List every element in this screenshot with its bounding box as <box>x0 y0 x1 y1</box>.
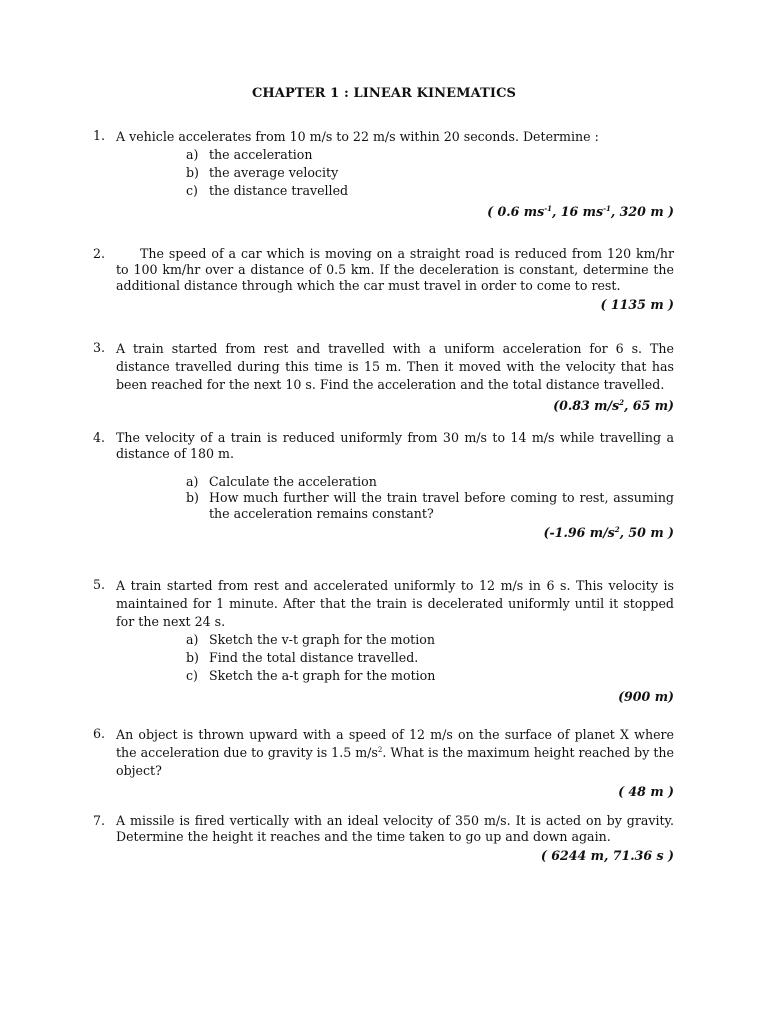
sub-question-text: the distance travelled <box>209 183 349 198</box>
sub-question-text: Sketch the a-t graph for the motion <box>209 668 436 683</box>
sub-question-text: Calculate the acceleration <box>209 474 377 489</box>
question-text: An object is thrown upward with a speed of 12 m/s on the surface of planet X where the acceleration due to gravity is 1.5 $m/s^2$. What is the maximum height reached by the object? <box>116 727 674 778</box>
sub-question <box>186 146 674 164</box>
question-number: 1. <box>93 128 106 143</box>
answer: (-1.96 $m/s^2$, 50 m ) <box>543 524 674 540</box>
answer: (0.83 $m/s^2$, 65 m) <box>553 397 674 413</box>
sub-question-label: c) <box>186 668 198 683</box>
question-text: A train started from rest and travelled with a uniform acceleration for 6 s. The distance travelled during this time is 15 m. Then it moved with the velocity that has been reached for the next 10 s. Find the acceleration and the total distance travelled. <box>116 341 674 392</box>
question-6 <box>93 726 674 801</box>
chapter-title: CHAPTER 1 : LINEAR KINEMATICS <box>251 86 517 101</box>
question-body <box>116 340 674 415</box>
sub-question-label: a) <box>186 147 199 162</box>
sub-question <box>186 667 674 685</box>
sub-question-text: How much further will the train travel before coming to rest, assuming the acceleration remains constant? <box>209 490 674 521</box>
sub-question-label: a) <box>186 632 199 647</box>
question-text: A missile is fired vertically with an ideal velocity of 350 m/s. It is acted on by gravity. Determine the height it reaches and the time taken to go up and down again. <box>116 813 674 844</box>
question-body <box>116 577 674 706</box>
question-4 <box>93 430 674 541</box>
question-1 <box>93 128 674 221</box>
sub-question-label: b) <box>186 490 199 505</box>
sub-question-text: the acceleration <box>209 147 313 162</box>
sub-question-text: Sketch the v-t graph for the motion <box>209 632 435 647</box>
question-7 <box>93 813 674 864</box>
sub-question-label: a) <box>186 474 199 489</box>
sub-question-text: Find the total distance travelled. <box>209 650 419 665</box>
question-number: 3. <box>93 340 106 355</box>
question-2 <box>93 246 674 313</box>
sub-question <box>186 182 674 200</box>
question-number: 5. <box>93 577 106 592</box>
sub-question <box>186 164 674 182</box>
answer: ( 0.6 $ms^{-1}$, 16 $ms^{-1}$, 320 m ) <box>487 203 674 219</box>
sub-question <box>186 490 674 522</box>
question-text: A train started from rest and accelerated uniformly to 12 m/s in 6 s. This velocity is maintained for 1 minute. After that the train is decelerated uniformly until it stopped for the next 24 s. <box>116 578 674 629</box>
question-number: 7. <box>93 813 106 828</box>
question-body <box>116 430 674 541</box>
question-3 <box>93 340 674 415</box>
question-body <box>116 128 674 221</box>
answer: (900 m) <box>618 689 674 704</box>
question-text: A vehicle accelerates from 10 m/s to 22 m/s within 20 seconds. Determine : <box>116 129 599 144</box>
question-body <box>116 726 674 801</box>
sub-question <box>186 474 674 490</box>
sub-question <box>186 631 674 649</box>
question-number: 6. <box>93 726 106 741</box>
sub-question <box>186 649 674 667</box>
question-body <box>116 813 674 864</box>
question-text: The speed of a car which is moving on a straight road is reduced from 120 km/hr to 100 km/hr over a distance of 0.5 km. If the deceleration is constant, determine the additional distance through which the car must travel in order to come to rest. <box>116 246 674 293</box>
question-body <box>116 246 674 313</box>
answer: ( 1135 m ) <box>600 297 674 312</box>
question-text: The velocity of a train is reduced uniformly from 30 m/s to 14 m/s while travelling a distance of 180 m. <box>116 430 674 461</box>
question-number: 4. <box>93 430 106 445</box>
answer: ( 48 m ) <box>618 784 674 799</box>
question-number: 2. <box>93 246 106 261</box>
question-5 <box>93 577 674 706</box>
sub-question-label: b) <box>186 165 199 180</box>
sub-question-label: b) <box>186 650 199 665</box>
sub-question-text: the average velocity <box>209 165 339 180</box>
sub-question-label: c) <box>186 183 198 198</box>
answer: ( 6244 m, 71.36 s ) <box>540 848 674 863</box>
